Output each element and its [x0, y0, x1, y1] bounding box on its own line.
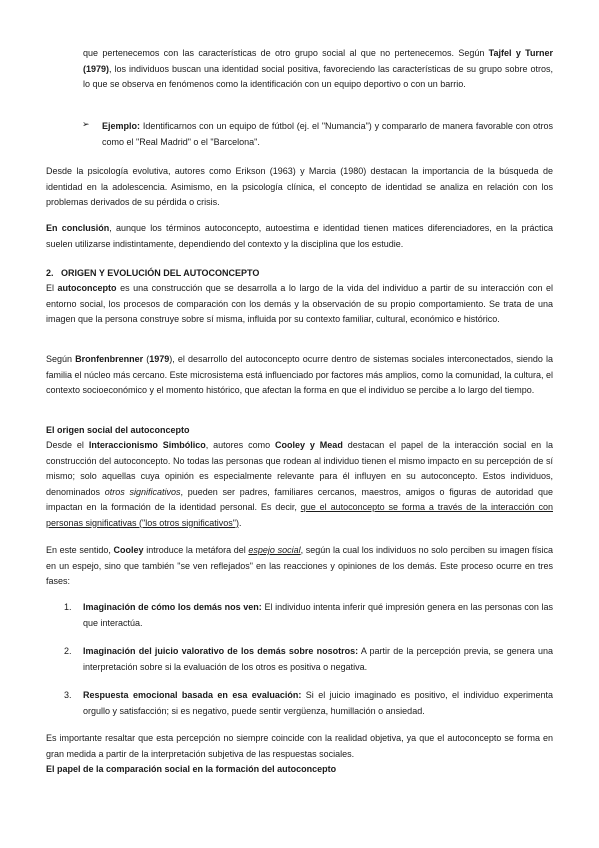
phase-text: A partir de la percepción previa, se genera una interpretación sobre si la evaluación de los otros es positiva o negativa. — [83, 646, 553, 672]
phase-label: Imaginación del juicio valorativo de los demás sobre nosotros: — [83, 646, 359, 656]
paragraph-interaccionismo — [46, 438, 553, 531]
author-emphasis: Bronfenbrenner — [75, 354, 144, 364]
author-emphasis: Tajfel y Turner (1979) — [83, 48, 553, 74]
phase-item — [83, 644, 553, 675]
paragraph-evolutiva: Desde la psicología evolutiva, autores como Erikson (1963) y Marcia (1980) destacan la importancia de la búsqueda de identidad en la adolescencia. Asimismo, en la psicología clínica, el concepto de identidad se analiza en relación con los problemas derivados de su pérdida o crisis. — [46, 166, 553, 207]
underlined-conclusion: que el autoconcepto se forma a través de la interacción con personas significativas ("los otros significativos") — [46, 502, 553, 528]
paragraph-conclusion — [46, 221, 553, 252]
phase-number: 3. — [64, 690, 72, 700]
text: , según la cual los individuos no solo perciben su imagen física en un espejo, sino que también "se ven reflejados" en las reacciones y opiniones de los demás. Este proceso ocurre en tres fases: — [46, 545, 554, 586]
phase-item — [83, 688, 553, 719]
text: En este sentido, — [46, 545, 114, 555]
subheading-comparacion: El papel de la comparación social en la formación del autoconcepto — [46, 764, 337, 774]
example-label: Ejemplo: — [102, 121, 141, 131]
text: , los individuos buscan una identidad social positiva, favoreciendo las características de su grupo sobre otros, lo que se observa en fenómenos como la identificación con un equipo deportivo o con un barrio. — [83, 63, 553, 89]
text: que pertenecemos con las características de otro grupo social al que no pertenecemos. Según — [83, 48, 489, 58]
paragraph-origen — [46, 281, 553, 328]
phase-item — [83, 600, 553, 631]
phase-label: Respuesta emocional basada en esa evaluación: — [83, 690, 302, 700]
text: es una construcción que se desarrolla a lo largo de la vida del individuo a partir de su interacción con el entorno social, los procesos de comparación con los demás y la observación de su propio comportamiento. Se trata de una imagen que la persona construye sobre sí misma, influida por su contexto familiar, cultural, económico e histórico. — [46, 283, 553, 324]
phase-text: El individuo intenta inferir qué impresión genera en las personas con las que interactúa. — [83, 602, 554, 628]
text: ), el desarrollo del autoconcepto ocurre dentro de sistemas sociales interconectados, siendo la familia el núcleo más cercano. Este microsistema está influenciado por factores más amplios, como la comunidad, la cultura, el contexto socioeconómico y el momento histórico, que afectan la forma en que el individuo se percibe a lo largo del tiempo. — [46, 354, 554, 395]
text: , pueden ser padres, familiares cercanos, maestros, amigos o figuras de autoridad que impactan en la formación de la identidad personal. Es decir, — [46, 486, 554, 512]
phase-label: Imaginación de cómo los demás nos ven: — [83, 602, 262, 612]
phase-number: 2. — [64, 646, 72, 656]
paragraph-tajfel — [83, 46, 553, 93]
paragraph-bronfenbrenner — [46, 352, 553, 399]
paragraph-cooley — [46, 543, 553, 590]
year-emphasis: 1979 — [149, 354, 170, 364]
term-italic-underlined: espejo social — [248, 545, 301, 555]
author-emphasis: Cooley — [113, 545, 144, 555]
text: , aunque los términos autoconcepto, autoestima e identidad tienen matices diferenciadores, en la práctica suelen utilizarse indistintamente, dependiendo del contexto y la disciplina que los estudie. — [46, 223, 553, 249]
example-item — [102, 119, 553, 150]
arrow-bullet-icon: ➢ — [82, 119, 90, 129]
author-emphasis: Cooley y Mead — [275, 440, 343, 450]
text: , autores como — [205, 440, 275, 450]
text: ( — [143, 354, 150, 364]
text: Según — [46, 354, 76, 364]
term-emphasis: autoconcepto — [57, 283, 117, 293]
phase-number: 1. — [64, 602, 72, 612]
text: . — [238, 517, 242, 528]
text: El — [46, 283, 58, 293]
paragraph-importante: Es importante resaltar que esta percepción no siempre coincide con la realidad objetiva, ya que el autoconcepto se forma en gran medida a partir de la interpretación subjetiva de las respuestas sociales. — [46, 733, 553, 759]
text: introduce la metáfora del — [143, 545, 249, 555]
theory-emphasis: Interaccionismo Simbólico — [88, 440, 206, 450]
conclusion-label: En conclusión — [46, 223, 110, 233]
example-text: Identificarnos con un equipo de fútbol (ej. el "Numancia") y compararlo de manera favorable con otros como el "Real Madrid" o el "Barcelona". — [102, 121, 553, 147]
text: Desde el — [46, 440, 89, 450]
term-italic: otros significativos — [104, 486, 181, 497]
text: destacan el papel de la interacción social en la construcción del autoconcepto. No todas las personas que rodean al individuo tienen el mismo impacto en su percepción de sí mismo; solo aquellas cuya opinión es especialmente relevante para él influyen en su autoconcepto. Estos individuos, denominados — [46, 440, 554, 497]
section-heading: 2. ORIGEN Y EVOLUCIÓN DEL AUTOCONCEPTO — [46, 268, 260, 278]
phase-text: Si el juicio imaginado es positivo, el individuo experimenta orgullo y satisfacción; si es negativo, puede sentir vergüenza, humillación o ansiedad. — [83, 690, 553, 716]
subheading-origen-social: El origen social del autoconcepto — [46, 425, 190, 435]
